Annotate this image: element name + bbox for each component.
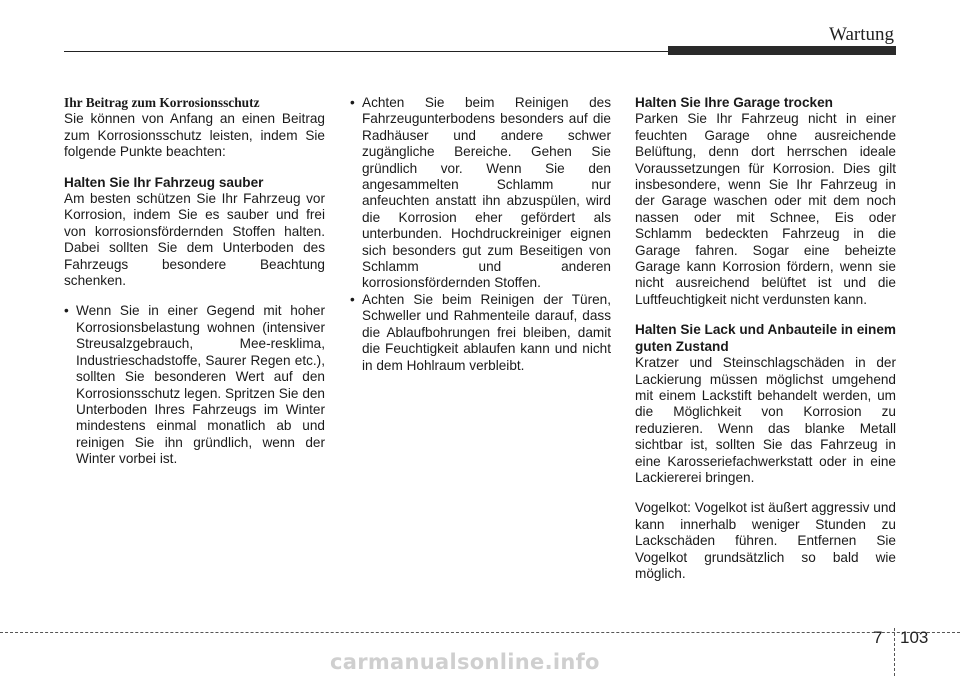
heading-paint-condition: Halten Sie Lack und Anbauteile in einem guten Zustand: [635, 322, 896, 354]
watermark: carmanualsonline.info: [330, 650, 600, 674]
column-1: [64, 95, 325, 468]
list-item-text: Achten Sie beim Reinigen des Fahrzeugunterbodens besonders auf die Radhäuser und andere schwer zugängliche Bereiche. Gehen Sie gründlich vor. Wenn Sie den angesammelten Schlamm nur anfeuchten anstatt ihn abzuspülen, wird die Korrosion eher gefördert als unterbunden. Hochdruckreiniger eignen sich besonders gut zum Beseitigen von Schlamm und anderen korrosionsfördernden Stoffen.: [362, 95, 611, 291]
list-item: [64, 303, 325, 467]
spacer: [635, 486, 896, 500]
heading-clean-vehicle: Halten Sie Ihr Fahrzeug sauber: [64, 174, 264, 190]
bullet-icon: •: [350, 95, 355, 110]
footer-separator: [894, 628, 895, 676]
bullet-icon: •: [350, 291, 355, 307]
list-item: [350, 95, 611, 292]
paragraph-paint-condition: Kratzer und Steinschlagschäden in der Lackierung müssen möglichst umgehend mit einem Lackstift behandelt werden, um die Möglichkeit von Korrosion zu reduzieren. Wenn das blanke Metall sichtbar ist, sollten Sie das Fahrzeug in eine Karosseriefachwerkstatt oder in eine Lackiererei bringen.: [635, 355, 896, 485]
bullet-list: [64, 303, 325, 467]
footer-rule: [0, 632, 960, 633]
bullet-icon: •: [64, 303, 69, 319]
header-rule-thin: [64, 51, 668, 52]
page-number: 103: [900, 628, 929, 647]
paragraph-bird-droppings: Vogelkot: Vogelkot ist äußert aggressiv und kann innerhalb weniger Stunden zu Lackschäden führen. Entfernen Sie Vogelkot grundsätzlich so bald wie möglich.: [635, 500, 896, 581]
list-item: [350, 292, 611, 374]
spacer: [64, 289, 325, 303]
intro-paragraph: Sie können von Anfang an einen Beitrag zum Korrosionsschutz leisten, indem Sie folgende Punkte beachten:: [64, 111, 325, 160]
heading-dry-garage: Halten Sie Ihre Garage trocken: [635, 95, 833, 110]
list-item-text: Wenn Sie in einer Gegend mit hoher Korrosionsbelastung wohnen (intensiver Streusalzgebrauch, Mee-resklima, Industrieschadstoffe, Saurer Regen etc.), sollten Sie besonderen Wert auf den Korrosionsschutz legen. Spritzen Sie den Unterboden Ihres Fahrzeugs im Winter mindestens einmal monatlich ab und reinigen Sie ihn gründlich, wenn der Winter vorbei ist.: [76, 303, 325, 467]
paragraph-dry-garage: Parken Sie Ihr Fahrzeug nicht in einer feuchten Garage ohne ausreichende Belüftung, denn dort herrschen ideale Voraussetzungen für Korrosion. Dies gilt insbesondere, wenn Sie Ihr Fahrzeug in der Garage waschen oder mit dem noch nassen oder mit Schnee, Eis oder Schlamm bedeckten Fahrzeug in die Garage fahren. Sogar eine beheizte Garage kann Korrosion fördern, wenn sie nicht ausreichend belüftet ist und die Luftfeuchtigkeit nicht verdunsten kann.: [635, 111, 896, 307]
chapter-number: 7: [873, 628, 883, 647]
spacer: [64, 161, 325, 175]
paragraph-clean-vehicle: Am besten schützen Sie Ihr Fahrzeug vor Korrosion, indem Sie es sauber und frei von korrosionsfördernden Stoffen halten. Dabei sollten Sie dem Unterboden des Fahrzeugs besondere Beachtung schenken.: [64, 191, 325, 289]
list-item-text: Achten Sie beim Reinigen der Türen, Schweller und Rahmenteile darauf, dass die Ablaufbohrungen frei bleiben, damit die Feuchtigkeit ablaufen kann und nicht in dem Hohlraum verbleibt.: [362, 291, 611, 373]
header-rule-thick: [668, 46, 896, 55]
column-3: [635, 95, 896, 582]
bullet-list: [350, 95, 611, 374]
header-title: Wartung: [829, 24, 894, 45]
column-2: [350, 95, 611, 374]
section-title: Ihr Beitrag zum Korrosionsschutz: [64, 95, 260, 110]
spacer: [635, 308, 896, 322]
